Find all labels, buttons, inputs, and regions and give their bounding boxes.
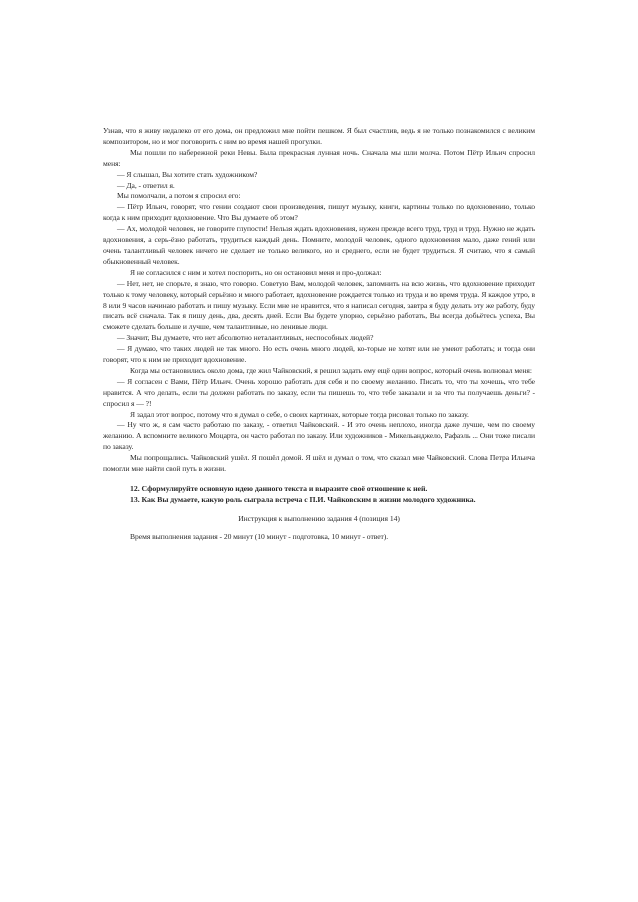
- paragraph-1: Узнав, что я живу недалеко от его дома, он предложил мне пойти пешком. Я был счастлив, ведь я не только познакомился с великим композитором, но и мог поговорить с ним во время нашей прогулки.: [103, 126, 535, 146]
- question-12: 12. Сформулируйте основную идею данного текста и выразите своё отношение к ней.: [130, 484, 428, 493]
- paragraph-9: — Нет, нет, не спорьте, я знаю, что говорю. Советую Вам, молодой человек, запомнить на всю жизнь, что вдохновение приходит только к тому человеку, который серьёзно и много работает, вдохновение рождается только из труда и во время труда. Я каждое утро, в 8 или 9 часов начинаю работать и пишу музыку. Если мне не нравится, что я написал сегодня, завтра я буду делать эту же работу, буду писать всё сначала. Так я пишу день, два, десять дней. Если Вы будете упорно, серьёзно работать, Вы всегда добьётесь успеха, Вы сможете сделать больше и лучше, чем талантливые, но ленивые люди.: [103, 278, 535, 332]
- paragraph-10: — Значит, Вы думаете, что нет абсолютно неталантливых, неспособных людей?: [117, 333, 374, 343]
- paragraph-11: — Я думаю, что таких людей не так много. Но есть очень много людей, ко-торые не хотят или не умеют работать; и тогда они говорят, что к ним не приходит вдохновение.: [103, 344, 535, 365]
- question-13: 13. Как Вы думаете, какую роль сыграла встреча с П.И. Чайковским в жизни молодого художника.: [130, 494, 476, 504]
- questions-block: [103, 484, 535, 506]
- paragraph-7: — Ах, молодой человек, не говорите глупости! Нельзя ждать вдохновения, нужен прежде всего труд, труд и труд. Нужно не ждать вдохновения, а серь-ёзно работать, трудиться каждый день. Помните, молодой человек, одного вдохновения мало, даже гений или очень талантливый человек ничего не сделает не только великого, но и среднего, если не будет трудиться. Я считаю, что я самый обыкновенный человек.: [103, 224, 535, 266]
- paragraph-2: Мы пошли по набережной реки Невы. Была прекрасная лунная ночь. Сначала мы шли молча. Потом Пётр Ильич спросил меня:: [103, 147, 535, 168]
- paragraph-5: Мы помолчали, а потом я спросил его:: [117, 191, 241, 201]
- paragraph-12: Когда мы остановились около дома, где жил Чайковский, я решил задать ему ещё один вопрос, который очень волновал меня:: [130, 365, 532, 375]
- story-text: [103, 126, 535, 475]
- paragraph-6: — Пётр Ильич, говорят, что гении создают свои произведения, пишут музыку, книги, картины только по вдохновению, только когда к ним приходит вдохновение. Что Вы думаете об этом?: [103, 202, 535, 223]
- paragraph-15: — Ну что ж, я сам часто работаю по заказу, - ответил Чайковский. - И это очень неплохо, иногда даже лучше, чем по своему желанию. А вспомните великого Моцарта, он часто работал по заказу. Или художников - Микельанджело, Рафаэль ... Они тоже писали по заказу.: [103, 420, 535, 452]
- document-page: [103, 126, 535, 543]
- instruction-title: Инструкция к выполнению задания 4 (позиция 14): [238, 513, 400, 523]
- paragraph-4: — Да, - ответил я.: [117, 180, 175, 190]
- paragraph-3: — Я слышал, Вы хотите стать художником?: [117, 169, 258, 179]
- paragraph-13: — Я согласен с Вами, Пётр Ильич. Очень хорошо работать для себя и по своему желанию. Писать то, что ты хочешь, что тебе нравится. А что делать, если ты должен работать по заказу, если ты пишешь то, что тебе заказали и за что ты получаешь деньги? - спросил я — ?!: [103, 376, 535, 408]
- paragraph-14: Я задал этот вопрос, потому что я думал о себе, о своих картинах, которые тогда рисовал только по заказу.: [130, 409, 469, 419]
- paragraph-8: Я не согласился с ним и хотел поспорить, но он остановил меня и про-должал:: [130, 267, 382, 277]
- instruction-time: Время выполнения задания - 20 минут (10 минут - подготовка, 10 минут - ответ).: [130, 531, 389, 541]
- paragraph-16: Мы попрощались. Чайковский ушёл. Я пошёл домой. Я шёл и думал о том, что сказал мне Чайковский. Слова Петра Ильича помогли мне найти свой путь в жизни.: [103, 453, 535, 474]
